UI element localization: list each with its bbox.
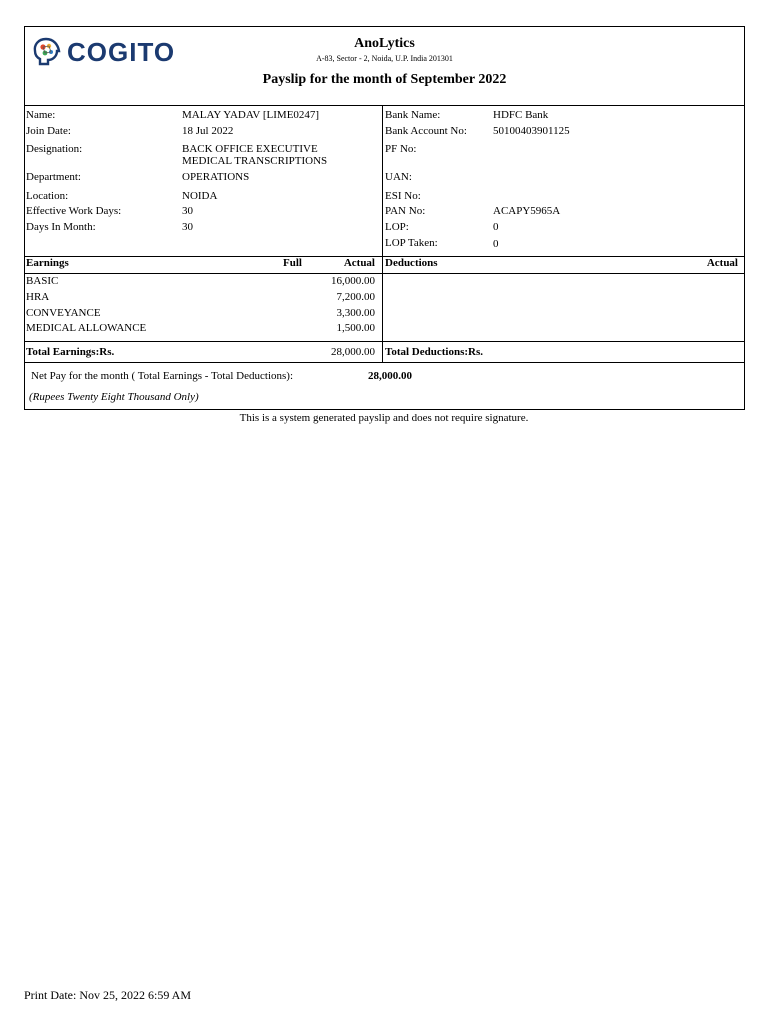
net-pay-words: (Rupees Twenty Eight Thousand Only) (29, 391, 199, 403)
company-address: A-83, Sector - 2, Noida, U.P. India 201301 (316, 54, 453, 63)
pf-label: PF No: (385, 143, 417, 155)
designation-line1: BACK OFFICE EXECUTIVE (182, 143, 318, 155)
total-earnings-label: Total Earnings:Rs. (26, 346, 115, 358)
lop-taken-value: 0 (493, 238, 499, 250)
deductions-actual-heading: Actual (706, 257, 738, 269)
pan-number: ACAPY5965A (493, 205, 561, 217)
location-label: Location: (26, 190, 69, 202)
earnings-actual-heading: Actual (343, 257, 375, 269)
total-deductions-label: Total Deductions:Rs. (385, 346, 483, 358)
company-name: AnoLytics (354, 36, 415, 51)
divider (25, 341, 744, 342)
lop-taken-label: LOP Taken: (385, 237, 438, 249)
work-days: 30 (182, 205, 193, 217)
days-in-month: 30 (182, 221, 193, 233)
system-generated-note: This is a system generated payslip and does not require signature. (239, 412, 529, 424)
earning-label: HRA (26, 291, 50, 303)
earning-label: CONVEYANCE (26, 307, 101, 319)
bank-name-label: Bank Name: (385, 109, 441, 121)
department-label: Department: (26, 171, 81, 183)
net-pay-label: Net Pay for the month ( Total Earnings - Total Deductions): (31, 370, 294, 382)
total-earnings-amount: 28,000.00 (331, 346, 375, 358)
earnings-heading: Earnings (26, 257, 69, 269)
work-days-label: Effective Work Days: (26, 205, 122, 217)
divider (25, 105, 744, 106)
earning-label: MEDICAL ALLOWANCE (26, 322, 147, 334)
divider (25, 362, 744, 363)
deductions-heading: Deductions (385, 257, 438, 269)
bank-name: HDFC Bank (493, 109, 549, 121)
logo-text: COGITO (67, 37, 176, 67)
earnings-full-heading: Full (283, 257, 302, 269)
bank-account: 50100403901125 (493, 125, 570, 137)
payslip-box (24, 26, 745, 410)
bank-account-label: Bank Account No: (385, 125, 467, 137)
divider (25, 273, 744, 274)
earning-label: BASIC (26, 275, 59, 287)
location: NOIDA (182, 190, 218, 202)
lop-value: 0 (493, 221, 499, 233)
earning-amount: 1,500.00 (336, 322, 375, 334)
name-label: Name: (26, 109, 56, 121)
divider (382, 105, 383, 363)
net-pay-amount: 28,000.00 (368, 370, 412, 382)
uan-label: UAN: (385, 171, 412, 183)
print-date: Print Date: Nov 25, 2022 6:59 AM (24, 988, 191, 1002)
department: OPERATIONS (182, 171, 250, 183)
designation-line2: MEDICAL TRANSCRIPTIONS (182, 155, 328, 167)
earning-amount: 3,300.00 (336, 307, 375, 319)
employee-name: MALAY YADAV [LIME0247] (182, 109, 320, 121)
join-date-label: Join Date: (26, 125, 71, 137)
lop-label: LOP: (385, 221, 409, 233)
days-in-month-label: Days In Month: (26, 221, 96, 233)
payslip-title: Payslip for the month of September 2022 (262, 72, 507, 87)
join-date: 18 Jul 2022 (182, 125, 234, 137)
earning-amount: 7,200.00 (336, 291, 375, 303)
esi-label: ESI No: (385, 190, 421, 202)
designation-label: Designation: (26, 143, 83, 155)
earning-amount: 16,000.00 (331, 275, 375, 287)
pan-label: PAN No: (385, 205, 426, 217)
